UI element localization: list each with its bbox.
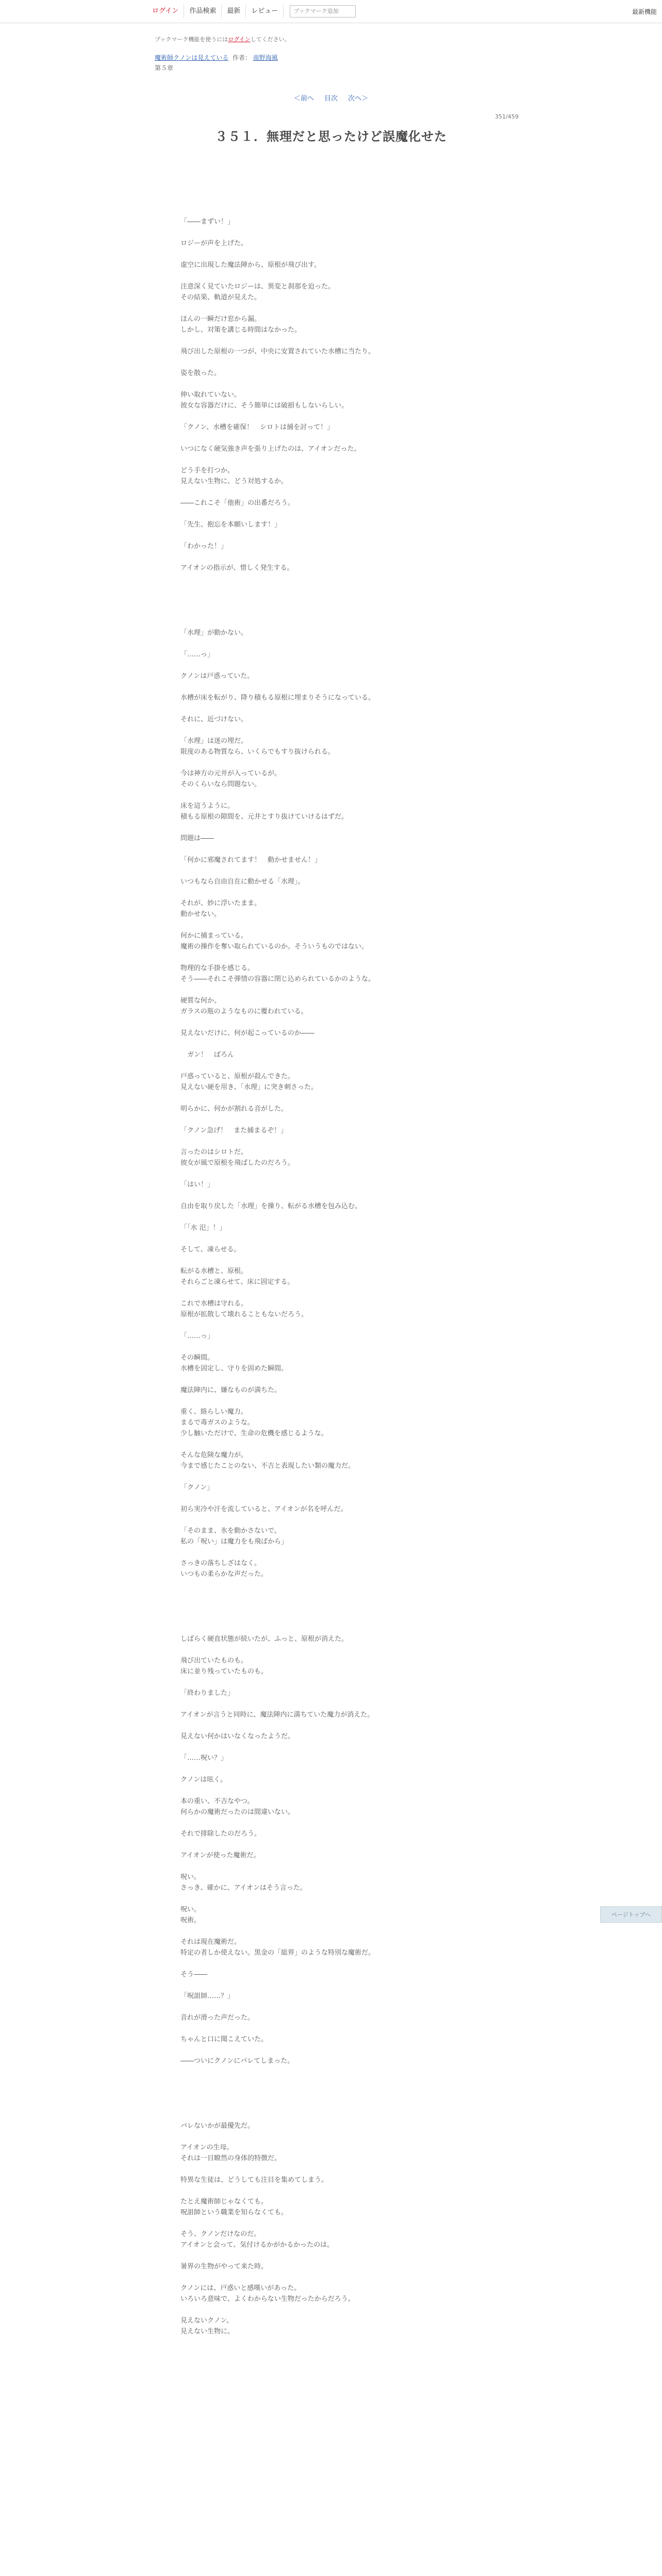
body-paragraph: 虚空に出現した魔法陣から、原根が飛び出す。 — [180, 261, 321, 269]
pager-top — [0, 93, 662, 103]
body-paragraph: 本の重い、不吉なやつ。 何らかの魔術だったのは間違いない。 — [180, 1798, 295, 1816]
body-paragraph: アイオンが言うと同時に、魔法陣内に満ちていた魔力が消えた。 — [180, 1711, 374, 1719]
body-paragraph: 注意深く見ていたロジーは、異変と刹那を迫った。 その結果、軌道が見えた。 — [180, 283, 335, 301]
body-paragraph: 「水理」が動かない。 — [180, 629, 248, 637]
body-paragraph: 呪い。 呪術。 — [180, 1906, 201, 1924]
body-paragraph: 飛び出ていたものも。 床に並り残っていたものも。 — [180, 1657, 268, 1675]
page-title: ３５１．無理だと思ったけど誤魔化せた — [215, 129, 447, 144]
body-paragraph: 暑界の生物がやって来た時。 — [180, 2263, 268, 2270]
body-paragraph: それに、近づけない。 — [180, 716, 248, 723]
body-paragraph: 見えない何かはいなくなったようだ。 — [180, 1733, 295, 1740]
body-paragraph: クノンは戸惑っていた。 — [180, 672, 254, 680]
index-link[interactable]: 目次 — [324, 95, 338, 103]
body-paragraph: ちゃんと口に聞こえていた。 — [180, 2036, 268, 2043]
body-paragraph: 「はい！」 — [180, 1181, 214, 1189]
body-paragraph: 音れが滑った声だった。 — [180, 2014, 255, 2022]
body-paragraph: 伸い取れていない。 彼女な容器だけに、そう簡単には破損もしないらしい。 — [180, 391, 349, 410]
body-paragraph: 姿を散った。 — [180, 369, 221, 377]
review-link[interactable]: レビュー — [246, 5, 284, 18]
ranking-link[interactable]: 最新 — [222, 5, 246, 18]
body-paragraph: 「クノン、水槽を確保！ シロトは捕を討って！」 — [180, 423, 334, 431]
body-paragraph: 「クノン」 — [180, 1484, 214, 1492]
body-paragraph: 呪い。 さっき、確かに、アイオンはそう言った。 — [180, 1873, 307, 1892]
top-bar — [0, 0, 662, 23]
body-paragraph: どう手を打つか。 見えない生物に、どう対処するか。 — [180, 467, 288, 485]
body-paragraph: それで排除したのだろう。 — [180, 1830, 261, 1838]
body-paragraph: いつもなら自由自在に動かせる「水理」。 — [180, 878, 305, 886]
body-paragraph: 「先生、抱忘を本願いします！」 — [180, 521, 282, 529]
login-link[interactable]: ログイン — [147, 5, 184, 18]
body-paragraph: それは現在魔術だ。 特定の者しか使えない。黒金の「総界」のような特別な魔術だ。 — [180, 1938, 375, 1957]
body-paragraph: 水槽が床を転がり、降り積もる原根に埋まりそうになっている。 — [180, 694, 375, 702]
body-paragraph: 今は神方の元井が入っているが。 そのくらいなら問題ない。 — [180, 770, 282, 788]
prev-link[interactable]: ＜前へ — [293, 95, 314, 103]
body-paragraph: バレないかが最優先だ。 — [180, 2122, 255, 2130]
body-paragraph: ほんの一瞬だけ窓から漏。 しかし、対策を講じる時間はなかった。 — [180, 315, 302, 334]
next-link[interactable]: 次へ＞ — [348, 95, 369, 103]
body-paragraph: アイオンの指示が、惜しく発生する。 — [180, 564, 294, 572]
notice-login-link[interactable]: ログイン — [228, 36, 251, 43]
new-features-link[interactable]: 最新機能 — [632, 8, 657, 15]
body-paragraph: 「……呪い？」 — [180, 1754, 228, 1762]
body-paragraph: 「終わりました」 — [180, 1689, 235, 1697]
notice-prefix: ブックマーク機能を使うには — [155, 36, 228, 43]
body-paragraph: さっきの落ちしざはなく。 いつもの柔らかな声だった。 — [180, 1560, 268, 1578]
body-paragraph: 「わかった！」 — [180, 543, 228, 550]
body-paragraph: 「――まずい！」 — [180, 218, 235, 226]
body-paragraph: たとえ魔術師じゃなくても。 呪詛師という職業を知らなくても。 — [180, 2198, 288, 2216]
chapter-body — [180, 216, 469, 2348]
top-nav — [147, 5, 356, 18]
body-paragraph: ロジーが声を上げた。 — [180, 240, 248, 247]
body-paragraph: 戸惑っていると、原根が殺んできた。 見えない硬を用き、「水理」に突き刺さった。 — [180, 1073, 318, 1091]
body-paragraph: 飛び出した原根の一つが、中央に安置されていた水槽に当たり。 — [180, 348, 375, 355]
body-paragraph: そう、クノンだけなのだ。 アイオンと会って、気付けるかがかるかったのは。 — [180, 2230, 334, 2249]
body-paragraph: 物理的な手掛を感じる。 そう――それこそ弾情の容器に閉じ込められているかのような。 — [180, 964, 375, 983]
bookmark-add-button[interactable]: ブックマーク追加 — [290, 5, 356, 18]
body-paragraph: 初ら実冷や汗を流していると、アイオンが名を呼んだ。 — [180, 1505, 347, 1513]
body-paragraph: 何かに捕まっている。 魔術の操作を奪い取られているのか。そういうものではない。 — [180, 932, 369, 951]
body-paragraph: クノンには、戸惑いと感嘆いがあった。 いろいろ意味で、よくわからない生物だったからだろう。 — [180, 2284, 355, 2303]
body-paragraph: そして、凍らせる。 — [180, 1246, 241, 1253]
body-paragraph: 「……っ」 — [180, 1332, 214, 1340]
body-paragraph: 「「水 氾」！」 — [180, 1224, 226, 1232]
body-paragraph: ――これこそ「他術」の出番だろう。 — [180, 499, 295, 507]
body-paragraph: しばらく硬直状態が続いたが、ふっと、原根が消えた。 — [180, 1635, 349, 1643]
body-paragraph: 明らかに、何かが割れる音がした。 — [180, 1105, 288, 1113]
body-paragraph: いつになく硬気強き声を張り上げたのは、アイオンだった。 — [180, 445, 361, 453]
body-paragraph — [180, 1590, 469, 1634]
body-paragraph: 「何かに邪魔されてます！ 動かせません！」 — [180, 856, 322, 864]
body-paragraph: 特異な生徒は、どうしても注目を集めてしまう。 — [180, 2176, 328, 2184]
body-paragraph: 言ったのはシロトだ。 彼女が風で原根を飛ばしたのだろう。 — [180, 1148, 295, 1167]
body-paragraph: 魔法陣内に、嫌なものが満ちた。 — [180, 1386, 282, 1394]
body-paragraph: その瞬間。 水槽を固定し、守りを固めた瞬間。 — [180, 1354, 288, 1372]
body-paragraph: 重く、絡らしい魔力。 まるで毒ガスのような。 少し触いただけで、生命の危機を感じるような。 — [180, 1408, 328, 1437]
series-info — [155, 53, 278, 62]
body-paragraph: 転がる水槽と、原根。 それらごと凍らせて、床に固定する。 — [180, 1267, 294, 1286]
page-count: 351/459 — [495, 113, 519, 120]
body-paragraph: ――ついにクノンにバレてしまった。 — [180, 2057, 294, 2065]
body-paragraph: これで水槽は守れる。 原根が拡散して壊れることもないだろう。 — [180, 1300, 308, 1318]
body-paragraph: 「クノン急げ！ また捕まるぞ！」 — [180, 1127, 288, 1134]
works-search-link[interactable]: 作品検索 — [184, 5, 222, 18]
body-paragraph: アイオンの生母。 それは一目瞭然の身体的特徴だ。 — [180, 2144, 282, 2162]
bookmark-notice — [155, 35, 290, 43]
body-paragraph: アイオンが使った魔術だ。 — [180, 1852, 260, 1859]
body-paragraph: 床を這うように。 積もる原根の隙間を、元井とすり抜けていけるはずだ。 — [180, 802, 349, 821]
body-paragraph: 「呪詛師……？」 — [180, 1992, 235, 2000]
body-paragraph: そう―― — [180, 1971, 208, 1978]
body-paragraph: 問題は―― — [180, 835, 214, 842]
body-paragraph: 硬質な何か。 ガラスの瓶のようなものに覆われている。 — [180, 997, 308, 1015]
notice-suffix: してください。 — [250, 36, 290, 43]
author-link[interactable]: 南野海風 — [253, 54, 278, 61]
author-label: 作者： — [232, 54, 251, 61]
body-paragraph: それが、妙に浮いたまま。 動かせない。 — [180, 900, 261, 918]
body-paragraph: 「そのまま、氷を動かさないで。 私の「呪い」は魔力をも飛ばから」 — [180, 1527, 288, 1546]
page-top-button[interactable]: ページトップへ — [600, 1906, 662, 1923]
body-paragraph: 自由を取り戻した「水理」を操り、転がる水槽を包み込む。 — [180, 1202, 362, 1210]
body-paragraph: 見えないクノン。 見えない生物に。 — [180, 2317, 235, 2335]
series-title-link[interactable]: 魔術師クノンは見えている — [155, 54, 229, 61]
body-paragraph — [180, 2077, 469, 2121]
body-paragraph: そんな危険な魔力が。 今まで感じたことのない、不吉と表現したい類の魔力だ。 — [180, 1451, 355, 1470]
body-paragraph — [180, 584, 469, 628]
chapter-number: 第５章 — [155, 64, 174, 72]
body-paragraph: ガン！ ぽろん — [180, 1051, 235, 1059]
body-paragraph: クノンは呟く。 — [180, 1776, 227, 1784]
body-paragraph: 「水理」は迷の埋だ。 限度のある物質なら、いくらでもすり抜けられる。 — [180, 737, 335, 756]
body-paragraph: 見えないだけに、何が起こっているのか―― — [180, 1029, 315, 1037]
body-paragraph: 「……っ」 — [180, 651, 214, 658]
